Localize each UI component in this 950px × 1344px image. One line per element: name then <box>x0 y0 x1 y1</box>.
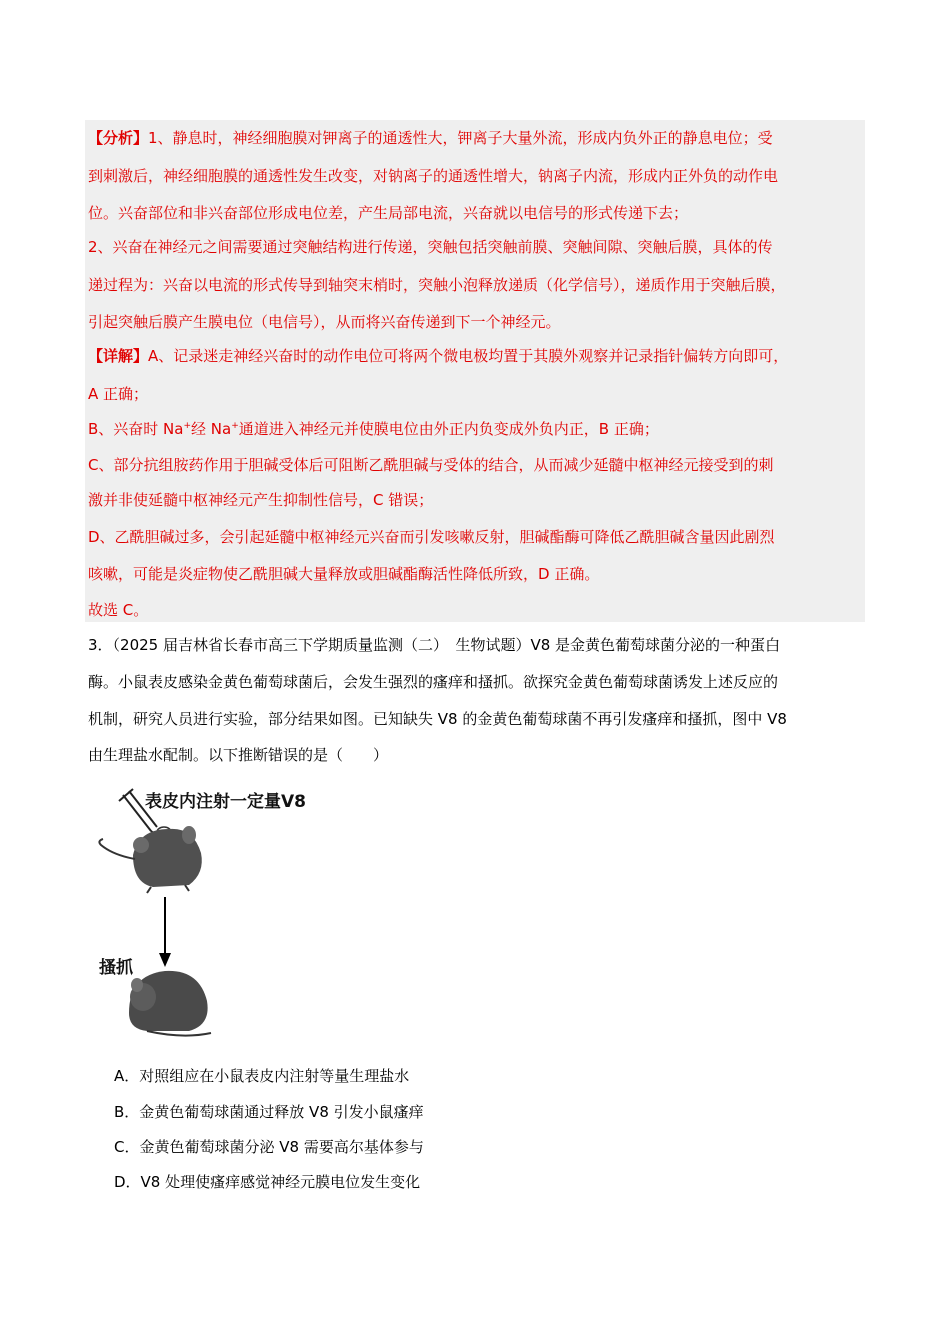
experiment-figure <box>93 787 343 1042</box>
analysis-line: 到刺激后，神经细胞膜的通透性发生改变，对钠离子的通透性增大，钠离子内流，形成内正外负的动作电 <box>88 167 779 185</box>
mouse-icon <box>99 826 201 893</box>
analysis-line <box>88 128 868 148</box>
conclusion: 故选 C。 <box>88 601 149 619</box>
inject-label: 表皮内注射一定量V8 <box>145 792 306 812</box>
detail-line: D、乙酰胆碱过多，会引起延髓中枢神经元兴奋而引发咳嗽反射，胆碱酯酶可降低乙酰胆碱含量因此剧烈 <box>88 528 775 546</box>
scratch-label: 搔抓 <box>99 958 133 978</box>
question-line: 由生理盐水配制。以下推断错误的是（ ） <box>88 746 389 764</box>
option-d[interactable]: D．V8 处理使瘙痒感觉神经元膜电位发生变化 <box>114 1173 421 1191</box>
analysis-tag: 【分析】 <box>88 129 149 147</box>
detail-line: C、部分抗组胺药作用于胆碱受体后可阻断乙酰胆碱与受体的结合，从而减少延髓中枢神经元接受到的刺 <box>88 456 774 474</box>
question-line: 机制，研究人员进行实验，部分结果如图。已知缺失 V8 的金黄色葡萄球菌不再引发瘙痒和搔抓，图中 V8 <box>88 710 787 728</box>
detail-line: A 正确； <box>88 385 149 403</box>
question-line: 酶。小鼠表皮感染金黄色葡萄球菌后，会发生强烈的瘙痒和搔抓。欲探究金黄色葡萄球菌诱发上述反应的 <box>88 673 779 691</box>
option-a[interactable]: A．对照组应在小鼠表皮内注射等量生理盐水 <box>114 1067 410 1085</box>
detail-tag: 【详解】 <box>88 347 149 365</box>
detail-b-mid: 经 Na <box>191 420 232 438</box>
detail-line: 咳嗽，可能是炎症物使乙酰胆碱大量释放或胆碱酯酶活性降低所致，D 正确。 <box>88 565 600 583</box>
analysis-line: 递过程为：兴奋以电流的形式传导到轴突末梢时，突触小泡释放递质（化学信号），递质作用于突触后膜， <box>88 276 786 294</box>
question-line: 3．（2025 届吉林省长春市高三下学期质量监测（二） 生物试题）V8 是金黄色葡萄球菌分泌的一种蛋白 <box>88 636 781 654</box>
analysis-text: 1、静息时，神经细胞膜对钾离子的通透性大，钾离子大量外流，形成内负外正的静息电位；受 <box>148 129 773 147</box>
arrow-down-icon <box>159 953 171 967</box>
detail-text: A、记录迷走神经兴奋时的动作电位可将两个微电极均置于其膜外观察并记录指针偏转方向即可， <box>148 347 789 365</box>
analysis-line: 引起突触后膜产生膜电位（电信号），从而将兴奋传递到下一个神经元。 <box>88 313 561 331</box>
option-b[interactable]: B．金黄色葡萄球菌通过释放 V8 引发小鼠瘙痒 <box>114 1103 424 1121</box>
detail-b-pre: B、兴奋时 Na <box>88 420 184 438</box>
detail-b-post: 通道进入神经元并使膜电位由外正内负变成外负内正，B 正确； <box>238 420 659 438</box>
analysis-line: 2、兴奋在神经元之间需要通过突触结构进行传递，突触包括突触前膜、突触间隙、突触后膜，具体的传 <box>88 238 773 256</box>
superscript-plus: + <box>231 421 239 431</box>
detail-line <box>88 346 868 366</box>
superscript-plus: + <box>183 421 192 431</box>
option-c[interactable]: C．金黄色葡萄球菌分泌 V8 需要高尔基体参与 <box>114 1138 424 1156</box>
detail-line-b <box>88 419 868 439</box>
detail-line: 激并非使延髓中枢神经元产生抑制性信号，C 错误； <box>88 491 434 509</box>
analysis-line: 位。兴奋部位和非兴奋部位形成电位差，产生局部电流，兴奋就以电信号的形式传递下去； <box>88 204 689 222</box>
scratching-mouse-icon <box>129 971 211 1036</box>
